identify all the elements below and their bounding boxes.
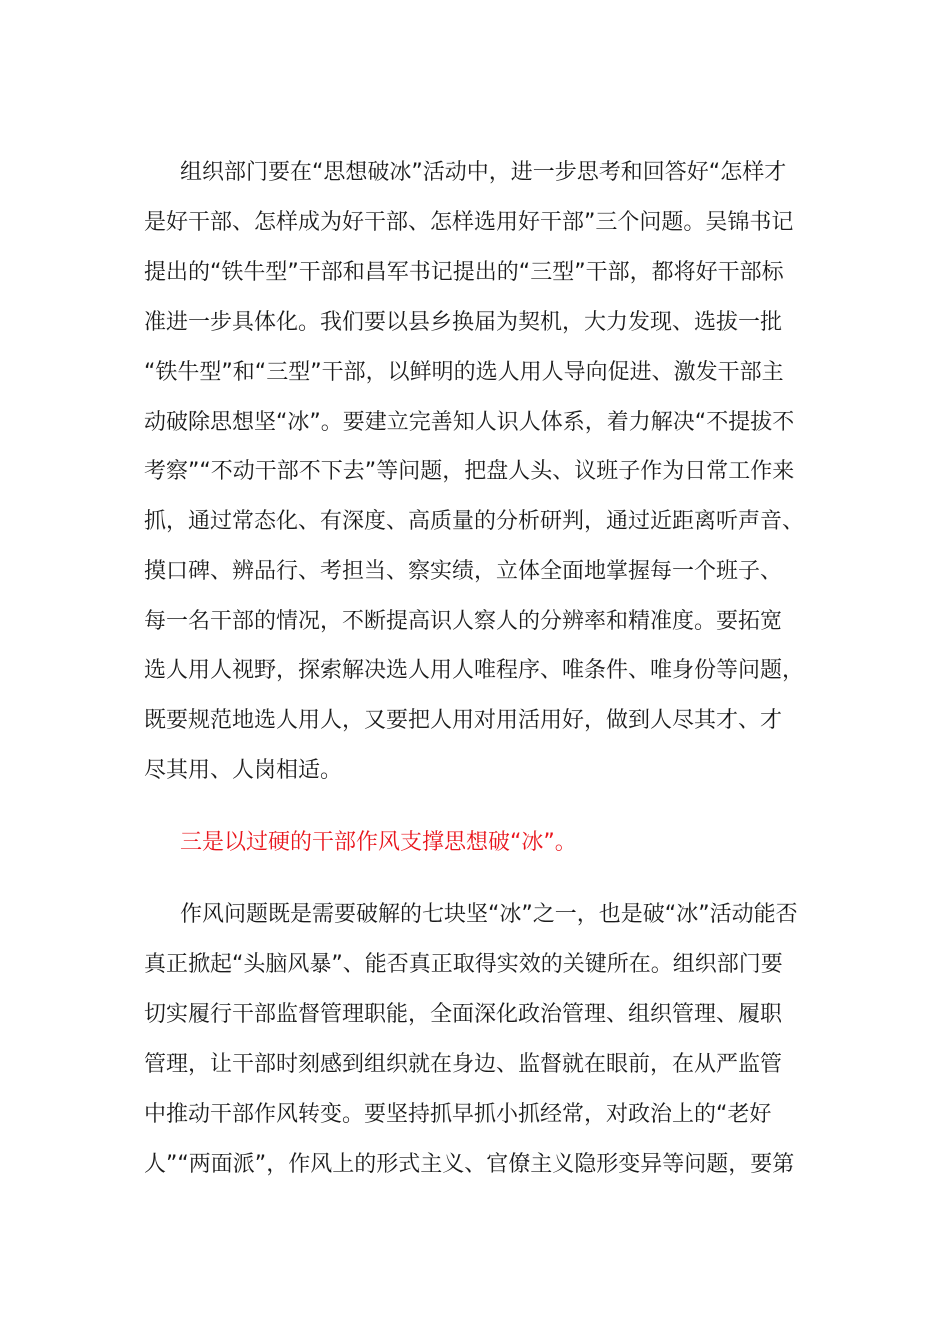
paragraph-2-line-2: 真正掀起“头脑风暴”、能否真正取得实效的关键所在。组织部门要	[144, 952, 783, 977]
paragraph-1-line-2: 是好干部、怎样成为好干部、怎样选用好干部”三个问题。吴锦书记	[144, 210, 794, 235]
paragraph-2-line-6: 人”“两面派”，作风上的形式主义、官僚主义隐形变异等问题，要第	[144, 1152, 795, 1177]
paragraph-1-line-9: 摸口碑、辨品行、考担当、察实绩，立体全面地掌握每一个班子、	[144, 559, 783, 584]
paragraph-2-line-3: 切实履行干部监督管理职能，全面深化政治管理、组织管理、履职	[144, 1002, 783, 1027]
paragraph-1-line-6: 动破除思想坚“冰”。要建立完善知人识人体系，着力解决“不提拔不	[144, 410, 795, 435]
paragraph-1-line-13: 尽其用、人岗相适。	[144, 758, 343, 783]
paragraph-1-line-8: 抓，通过常态化、有深度、高质量的分析研判，通过近距离听声音、	[144, 509, 805, 534]
paragraph-1-line-3: 提出的“铁牛型”干部和昌军书记提出的“三型”干部，都将好干部标	[144, 260, 784, 285]
section-heading: 三是以过硬的干部作风支撑思想破“冰”。	[180, 830, 577, 855]
paragraph-1-line-5: “铁牛型”和“三型”干部，以鲜明的选人用人导向促进、激发干部主	[144, 360, 784, 385]
paragraph-2-line-1: 作风问题既是需要破解的七块坚“冰”之一，也是破“冰”活动能否	[180, 902, 798, 927]
paragraph-1-line-7: 考察”“不动干部不下去”等问题，把盘人头、议班子作为日常工作来	[144, 459, 795, 484]
paragraph-1-line-12: 既要规范地选人用人，又要把人用对用活用好，做到人尽其才、才	[144, 708, 783, 733]
paragraph-1-line-11: 选人用人视野，探索解决选人用人唯程序、唯条件、唯身份等问题，	[144, 658, 805, 683]
paragraph-2-line-5: 中推动干部作风转变。要坚持抓早抓小抓经常，对政治上的“老好	[144, 1102, 772, 1127]
paragraph-1-line-4: 准进一步具体化。我们要以县乡换届为契机，大力发现、选拔一批	[144, 310, 783, 335]
paragraph-1-line-10: 每一名干部的情况，不断提高识人察人的分辨率和精准度。要拓宽	[144, 609, 783, 634]
paragraph-1-line-1: 组织部门要在“思想破冰”活动中，进一步思考和回答好“怎样才	[180, 160, 787, 185]
paragraph-2-line-4: 管理，让干部时刻感到组织就在身边、监督就在眼前，在从严监管	[144, 1052, 783, 1077]
